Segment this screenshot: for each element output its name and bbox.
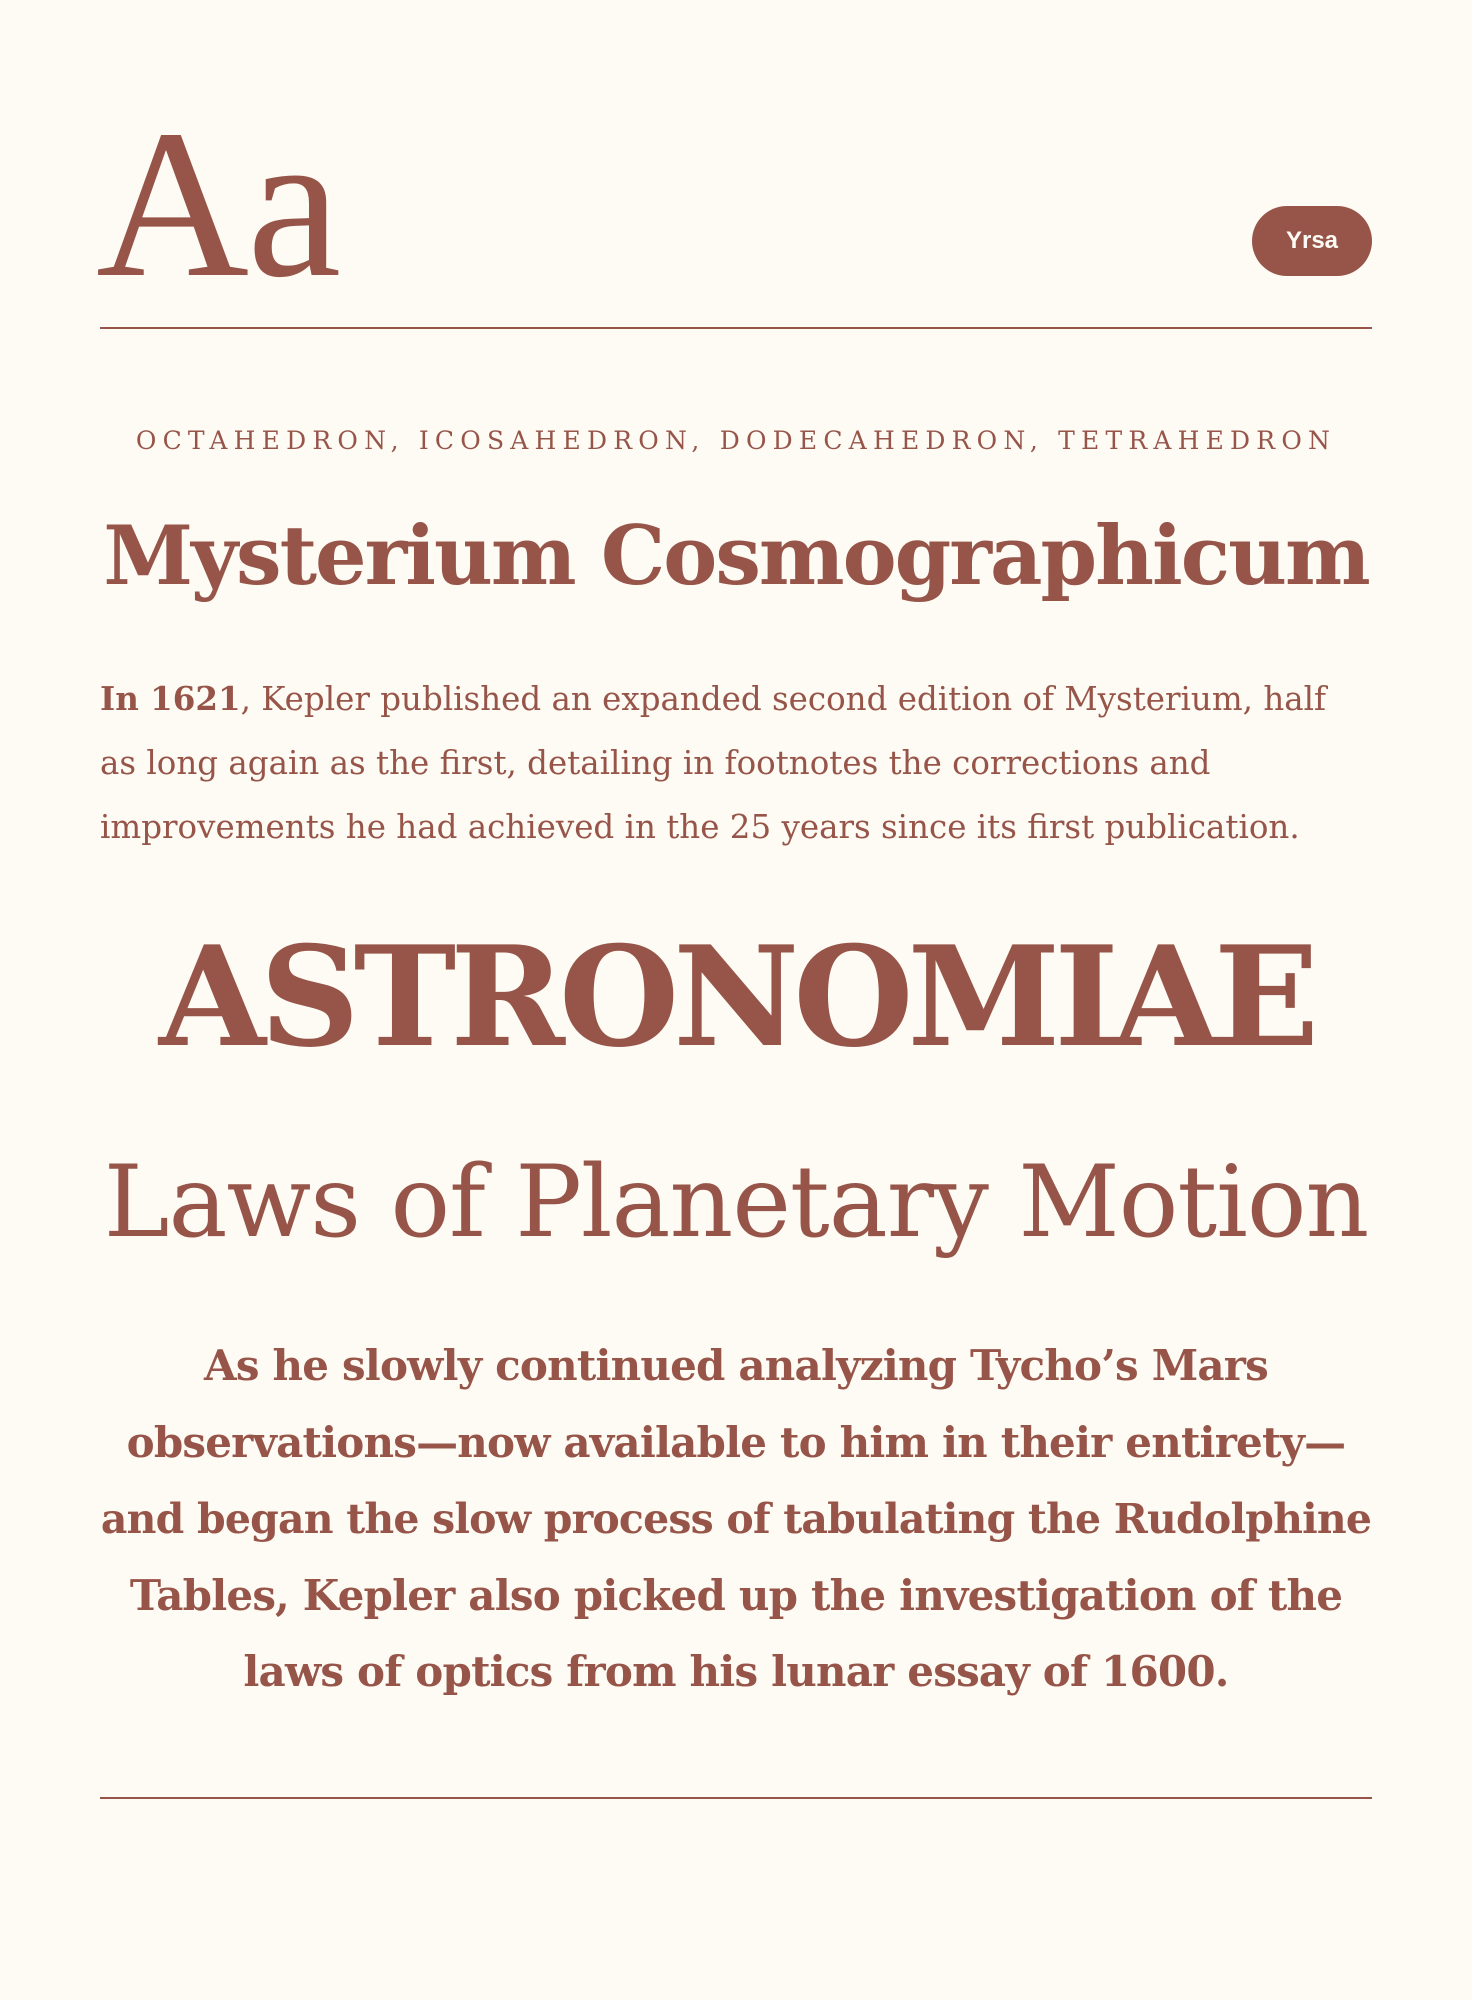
blurb-line-3: and began the slow process of tabulating the Rudolphine (100, 1495, 1372, 1543)
intro-paragraph (100, 667, 1372, 859)
top-divider (100, 327, 1372, 329)
display-light-heading: Laws of Planetary Motion (103, 1145, 1369, 1260)
blurb-line-2: observations—now available to him in their entirety— (126, 1417, 1346, 1467)
blurb-line-5: laws of optics from his lunar essay of 1600. (243, 1647, 1229, 1696)
blurb-paragraph (100, 1328, 1372, 1711)
intro-lead: In 1621 (100, 679, 241, 718)
blurb-line-1: As he slowly continued analyzing Tycho’s Mars (204, 1341, 1268, 1390)
intro-line-1 (100, 667, 1372, 731)
bottom-divider (100, 1797, 1372, 1799)
intro-line-1-text: , Kepler published an expanded second edition of Mysterium, half (240, 680, 1327, 718)
font-name-badge[interactable]: Yrsa (1252, 206, 1372, 276)
intro-line-3: improvements he had achieved in the 25 years since its first publication. (100, 808, 1300, 846)
type-specimen-page (96, 0, 1372, 2000)
display-caps-heading: ASTRONOMIAE (158, 915, 1314, 1078)
intro-line-2: as long again as the first, detailing in footnotes the corrections and (100, 744, 1211, 782)
specimen-glyphs: Aa (96, 86, 340, 321)
kicker-text: OCTAHEDRON, ICOSAHEDRON, DODECAHEDRON, TETRAHEDRON (135, 426, 1337, 455)
blurb-line-4: Tables, Kepler also picked up the investigation of the (129, 1570, 1343, 1620)
headline: Mysterium Cosmographicum (103, 509, 1369, 604)
